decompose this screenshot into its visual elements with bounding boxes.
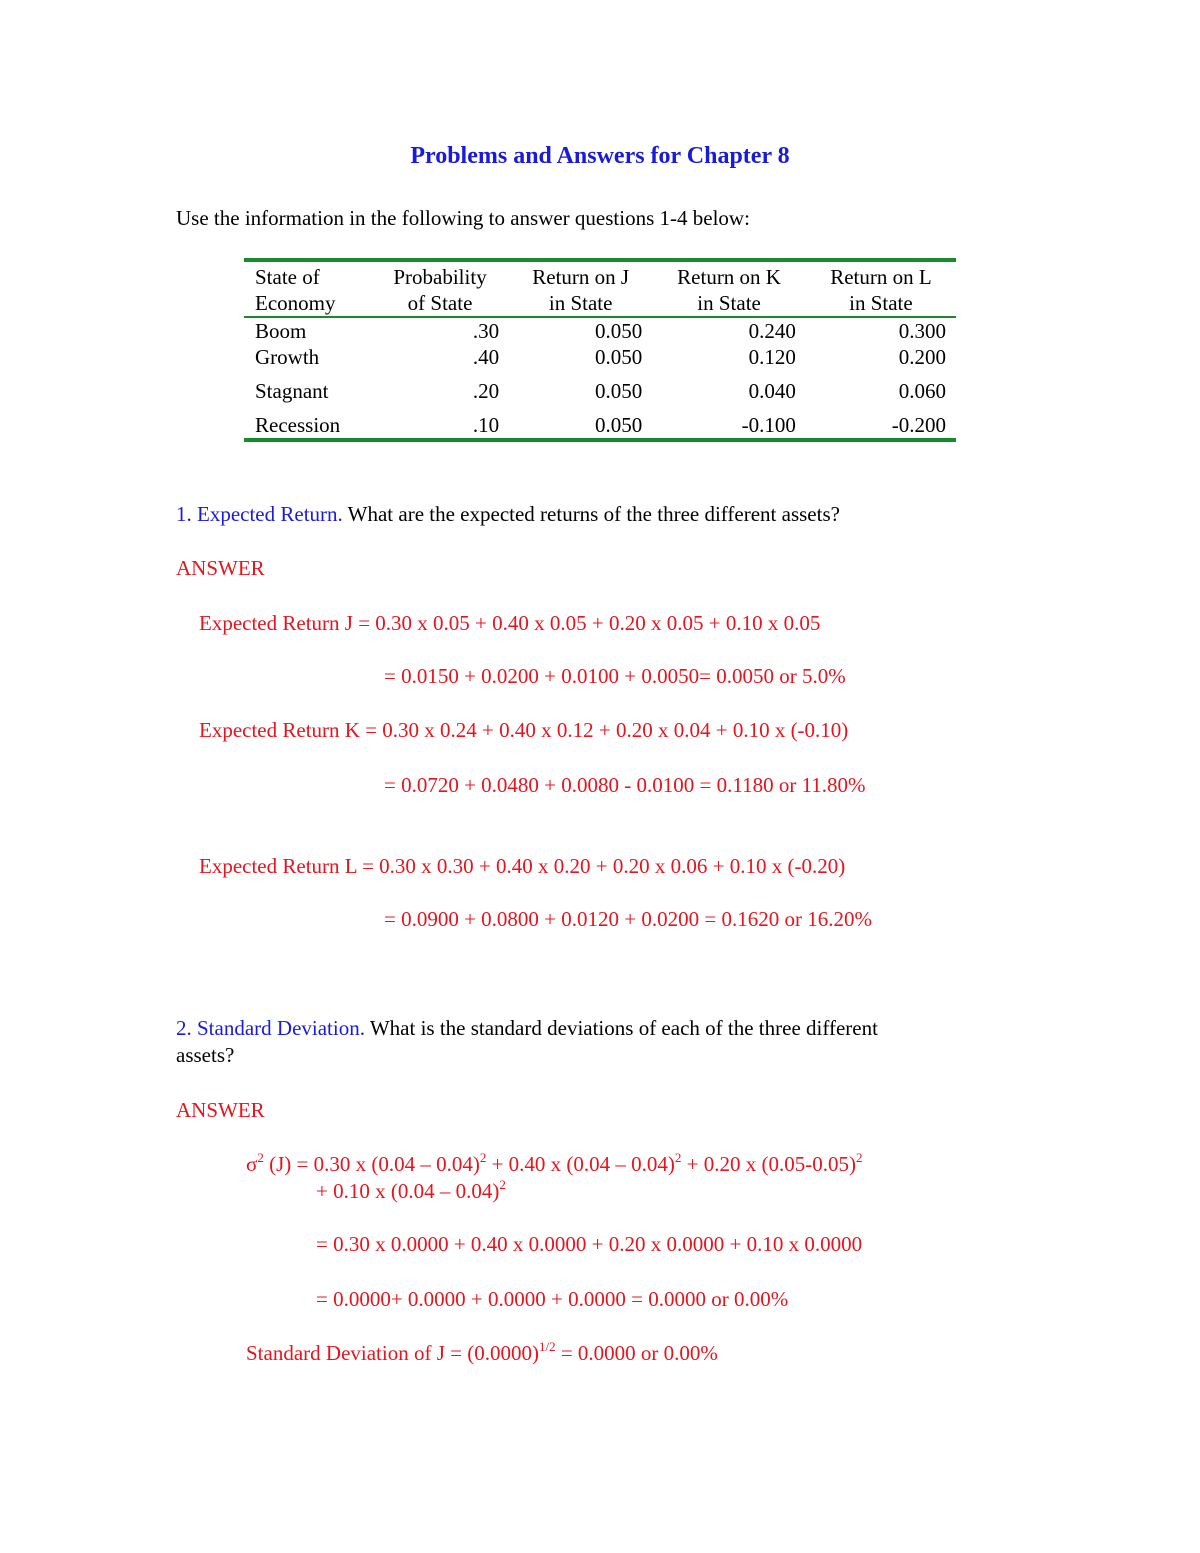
cell-return-j: 0.050	[595, 379, 643, 403]
q2-number: 2.	[176, 1016, 192, 1040]
header-state: State of Economy	[255, 265, 336, 315]
cell-return-k: -0.100	[741, 413, 796, 437]
q2-topic: Standard Deviation.	[197, 1016, 365, 1040]
q1-expected-return-j-result: = 0.0150 + 0.0200 + 0.0100 + 0.0050= 0.0050 or 5.0%	[384, 664, 846, 688]
cell-return-l: 0.060	[898, 379, 946, 403]
q1-expected-return-l: Expected Return L = 0.30 x 0.30 + 0.40 x 0.20 + 0.20 x 0.06 + 0.10 x (-0.20)	[199, 854, 846, 878]
q2-variance-j-line1-cont: + 0.10 x (0.04 – 0.04)$^2$	[316, 1177, 506, 1203]
q2-standard-deviation-j: Standard Deviation of $J = (0.0000)^{1/2} = 0.0000$ or 0.00%	[246, 1339, 718, 1365]
header-return-k: Return on K in State	[677, 265, 781, 315]
q1-topic: Expected Return.	[197, 502, 343, 526]
q1-expected-return-j: Expected Return J = 0.30 x 0.05 + 0.40 x 0.05 + 0.20 x 0.05 + 0.10 x 0.05	[199, 611, 821, 635]
cell-state: Recession	[255, 413, 341, 437]
cell-state: Growth	[255, 345, 320, 369]
cell-probability: .10	[472, 413, 500, 437]
cell-return-k: 0.040	[748, 379, 796, 403]
q1-question: What are the expected returns of the three different assets?	[347, 502, 840, 526]
cell-return-k: 0.120	[748, 345, 796, 369]
sigma-symbol: σ	[246, 1152, 258, 1176]
table-row	[244, 370, 956, 404]
q2-question-line2: assets?	[176, 1043, 235, 1067]
cell-probability: .20	[472, 379, 500, 403]
cell-return-j: 0.050	[595, 319, 643, 343]
q2-variance-j-line3: = 0.0000+ 0.0000 + 0.0000 + 0.0000 = 0.0000 or 0.00%	[316, 1287, 789, 1311]
q1-expected-return-k: Expected Return K = 0.30 x 0.24 + 0.40 x 0.12 + 0.20 x 0.04 + 0.10 x (-0.10)	[199, 718, 849, 742]
table-header-row	[244, 260, 956, 317]
cell-return-l: 0.300	[898, 319, 946, 343]
cell-state: Boom	[255, 319, 307, 343]
q1-answer-label: ANSWER	[176, 556, 265, 580]
q1-number: 1.	[176, 502, 192, 526]
cell-return-l: 0.200	[898, 345, 946, 369]
table-row	[244, 317, 956, 344]
header-return-j: Return on J in State	[532, 265, 630, 315]
question-1	[176, 502, 840, 527]
q1-expected-return-k-result: = 0.0720 + 0.0480 + 0.0080 - 0.0100 = 0.1180 or 11.80%	[384, 773, 866, 797]
cell-return-j: 0.050	[595, 345, 643, 369]
cell-probability: .30	[472, 319, 500, 343]
economy-states-table	[244, 258, 956, 442]
header-return-l: Return on L in State	[830, 265, 932, 315]
q2-question-line1: What is the standard deviations of each of the three different	[369, 1016, 878, 1040]
q2-variance-j-line2: = 0.30 x 0.0000 + 0.40 x 0.0000 + 0.20 x 0.0000 + 0.10 x 0.0000	[316, 1232, 863, 1256]
question-2	[176, 1016, 878, 1041]
cell-return-l: -0.200	[891, 413, 946, 437]
intro-text: Use the information in the following to answer questions 1-4 below:	[176, 206, 750, 230]
cell-return-k: 0.240	[748, 319, 796, 343]
header-probability: Probability of State	[393, 265, 487, 315]
cell-state: Stagnant	[255, 379, 329, 403]
q1-expected-return-l-result: = 0.0900 + 0.0800 + 0.0120 + 0.0200 = 0.1620 or 16.20%	[384, 907, 872, 931]
table-row	[244, 404, 956, 440]
cell-return-j: 0.050	[595, 413, 643, 437]
page-title: Problems and Answers for Chapter 8	[410, 143, 790, 169]
cell-probability: .40	[472, 345, 500, 369]
q2-variance-j-line1: $\sigma^2$ (J) = 0.30 x (0.04 – 0.04)$^2$ + 0.40 x (0.04 – 0.04)$^2$ + 0.20 x $(0.05-0.05)^2$	[246, 1150, 863, 1176]
table-row	[244, 344, 956, 370]
q2-answer-label: ANSWER	[176, 1098, 265, 1122]
